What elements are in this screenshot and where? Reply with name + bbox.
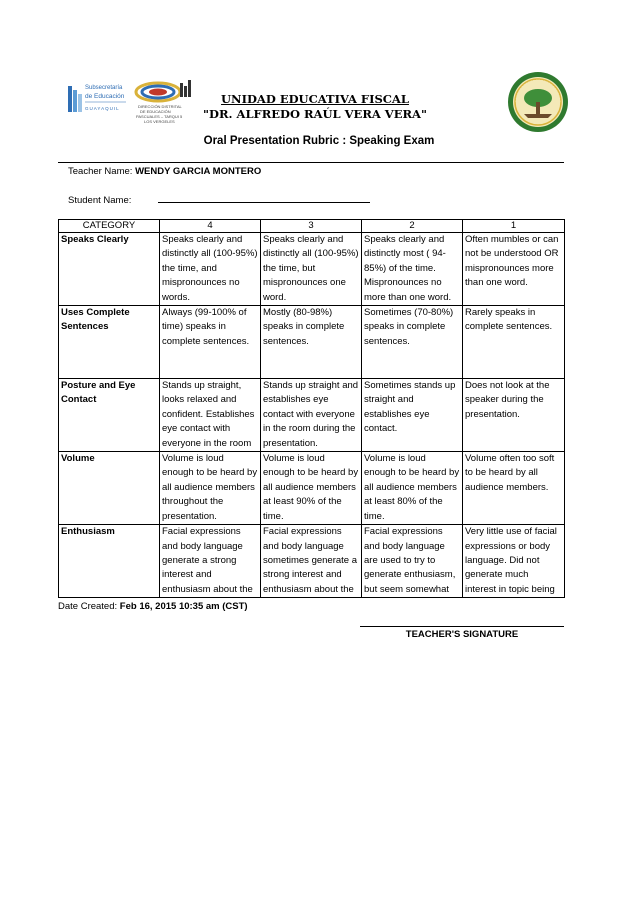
cell-text: Speaks clearly and distinctly all (100-95%) the time, but mispronounces one word. [263, 234, 359, 303]
cell-score-4 [160, 306, 261, 379]
cell-text: Uses Complete Sentences [61, 307, 130, 333]
student-name-blank[interactable] [158, 194, 370, 203]
date-created [58, 601, 248, 612]
row-category [59, 379, 160, 452]
cell-text: Posture and Eye Contact [61, 380, 136, 406]
cell-text: Volume is loud enough to be heard by all audience members throughout the presentation. [162, 453, 258, 522]
cell-score-2 [362, 525, 463, 598]
svg-text:GUAYAQUIL: GUAYAQUIL [85, 106, 120, 111]
row-category [59, 452, 160, 525]
cell-text: Facial expressions and body language generate a strong interest and enthusiasm about the [162, 526, 253, 595]
svg-text:DE EDUCACIÓN: DE EDUCACIÓN [140, 109, 171, 114]
teacher-name-label: Teacher Name: [68, 166, 133, 177]
svg-text:de Educación: de Educación [85, 93, 125, 100]
school-seal-logo [506, 70, 570, 134]
cell-text: Stands up straight, looks relaxed and confident. Establishes eye contact with everyone in the room [162, 380, 255, 449]
school-name-line1: UNIDAD EDUCATIVA FISCAL [221, 92, 409, 106]
cell-score-2 [362, 452, 463, 525]
signature-line[interactable] [360, 626, 564, 627]
student-name-label: Student Name: [68, 195, 132, 206]
cell-score-1 [463, 306, 565, 379]
header-score-4: 4 [160, 220, 261, 233]
cell-text: Facial expressions and body language are used to try to generate enthusiasm, but seem somewhat [364, 526, 456, 595]
table-row [59, 525, 565, 598]
cell-score-4 [160, 379, 261, 452]
student-name-line [68, 194, 370, 206]
cell-text: Sometimes (70-80%) speaks in complete sentences. [364, 307, 454, 347]
row-category [59, 525, 160, 598]
header-score-1: 1 [463, 220, 565, 233]
cell-text: Often mumbles or can not be understood OR mispronounces more than one word. [465, 234, 559, 289]
svg-text:LOS VERGELES: LOS VERGELES [144, 119, 175, 124]
date-created-label: Date Created: [58, 601, 118, 612]
cell-text: Mostly (80-98%) speaks in complete sentences. [263, 307, 345, 347]
rubric-table [58, 219, 565, 598]
header-score-3: 3 [261, 220, 362, 233]
cell-score-2 [362, 379, 463, 452]
cell-score-1 [463, 233, 565, 306]
row-category [59, 233, 160, 306]
cell-text: Does not look at the speaker during the presentation. [465, 380, 550, 420]
table-row [59, 379, 565, 452]
cell-score-2 [362, 233, 463, 306]
signature-label: TEACHER'S SIGNATURE [405, 629, 519, 640]
cell-text: Speaks clearly and distinctly all (100-95%) the time, and mispronounces no words. [162, 234, 258, 303]
cell-score-3 [261, 233, 362, 306]
header-category: CATEGORY [59, 220, 160, 233]
cell-text: Volume is loud enough to be heard by all audience members at least 80% of the time. [364, 453, 460, 522]
cell-score-4 [160, 525, 261, 598]
cell-text: Enthusiasm [61, 526, 115, 538]
cell-score-3 [261, 525, 362, 598]
school-name [200, 92, 430, 122]
table-row [59, 233, 565, 306]
svg-text:DIRECCIÓN DISTRITAL: DIRECCIÓN DISTRITAL [138, 104, 182, 109]
cell-score-3 [261, 379, 362, 452]
cell-text: Speaks clearly and distinctly most ( 94-85%) of the time. Mispronounces no more than one word. [364, 234, 452, 303]
subsecretaria-logo [66, 80, 128, 120]
cell-score-1 [463, 525, 565, 598]
cell-text: Speaks Clearly [61, 234, 129, 245]
cell-text: Always (99-100% of time) speaks in complete sentences. [162, 307, 250, 347]
table-row [59, 452, 565, 525]
cell-score-3 [261, 306, 362, 379]
cell-score-4 [160, 452, 261, 525]
direccion-distrital-logo [128, 78, 200, 124]
school-name-line2: "DR. ALFREDO RAÚL VERA VERA" [203, 107, 427, 121]
cell-text: Sometimes stands up straight and establishes eye contact. [364, 380, 456, 435]
cell-text: Stands up straight and establishes eye contact with everyone in the room during the presentation. [263, 380, 359, 449]
svg-text:Subsecretaría: Subsecretaría [85, 85, 123, 91]
cell-text: Volume [61, 453, 95, 465]
title-divider [58, 162, 564, 163]
teacher-name-line [68, 166, 261, 177]
table-row [59, 306, 565, 379]
cell-text: Rarely speaks in complete sentences. [465, 307, 553, 333]
cell-text: Facial expressions and body language sometimes generate a strong interest and enthusiasm about the [263, 526, 357, 595]
row-category [59, 306, 160, 379]
cell-score-2 [362, 306, 463, 379]
table-header-row [59, 220, 565, 233]
cell-score-4 [160, 233, 261, 306]
cell-text: Very little use of facial expressions or body language. Did not generate much interest in topic being [465, 526, 557, 595]
teacher-name-value: WENDY GARCIA MONTERO [135, 166, 262, 177]
cell-text: Volume is loud enough to be heard by all audience members at least 90% of the time. [263, 453, 359, 522]
cell-score-3 [261, 452, 362, 525]
header-score-2: 2 [362, 220, 463, 233]
cell-text: Volume often too soft to be heard by all audience members. [465, 453, 555, 493]
svg-text:PASCUALES – TARQUI 5: PASCUALES – TARQUI 5 [136, 114, 183, 119]
date-created-value: Feb 16, 2015 10:35 am (CST) [119, 601, 248, 612]
page-title: Oral Presentation Rubric : Speaking Exam [203, 135, 435, 147]
cell-score-1 [463, 379, 565, 452]
cell-score-1 [463, 452, 565, 525]
